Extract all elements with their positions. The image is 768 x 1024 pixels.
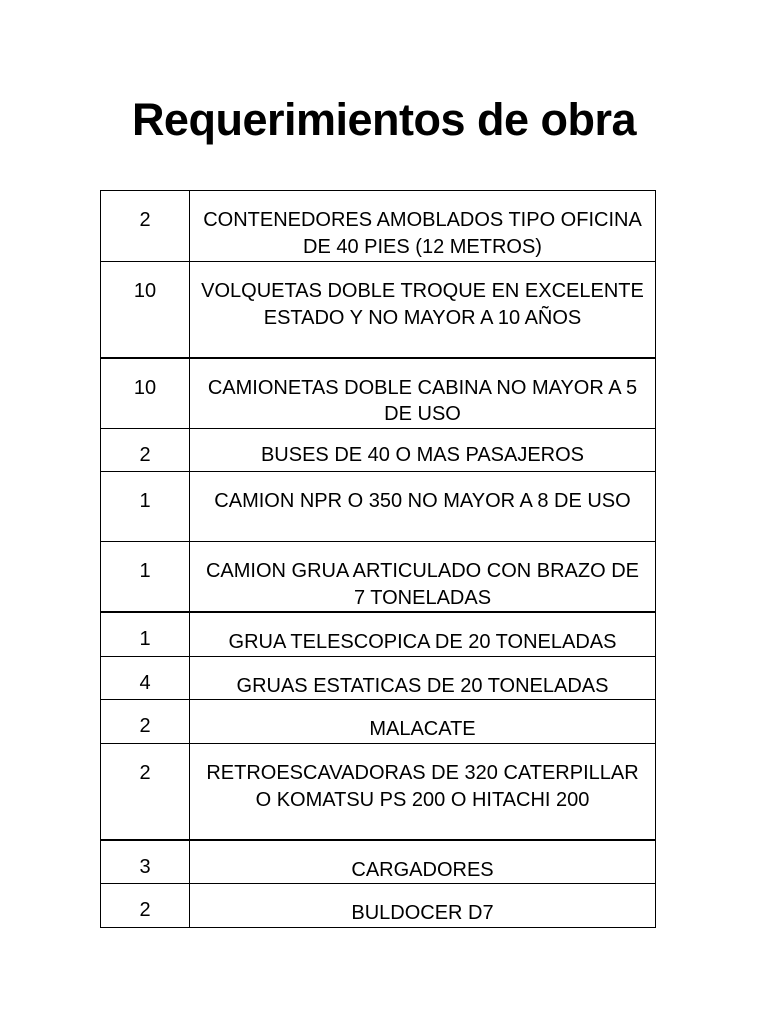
description-cell xyxy=(190,191,656,262)
quantity-cell xyxy=(101,191,190,262)
description-value: CAMIONETAS DOBLE CABINA NO MAYOR A 5 DE USO xyxy=(207,376,638,425)
quantity-cell xyxy=(101,542,190,613)
table-row xyxy=(101,700,656,744)
table-row xyxy=(101,542,656,613)
quantity-value: 2 xyxy=(139,715,151,737)
table-row xyxy=(101,656,656,700)
description-value: CAMION GRUA ARTICULADO CON BRAZO DE 7 TONELADAS xyxy=(205,560,640,609)
description-cell xyxy=(190,542,656,613)
table-row xyxy=(101,472,656,542)
quantity-cell xyxy=(101,472,190,542)
quantity-cell xyxy=(101,358,190,429)
description-cell xyxy=(190,840,656,884)
description-value: CARGADORES xyxy=(351,858,494,881)
description-cell xyxy=(190,429,656,472)
table-row xyxy=(101,429,656,472)
quantity-value: 1 xyxy=(139,560,151,582)
description-value: MALACATE xyxy=(369,718,476,740)
description-value: RETROESCAVADORAS DE 320 CATERPILLAR O KOMATSU PS 200 O HITACHI 200 xyxy=(206,762,639,811)
quantity-value: 1 xyxy=(139,490,151,512)
table-row xyxy=(101,358,656,429)
quantity-value: 2 xyxy=(139,762,151,784)
description-value: GRUAS ESTATICAS DE 20 TONELADAS xyxy=(236,674,609,697)
description-cell xyxy=(190,262,656,358)
quantity-cell xyxy=(101,612,190,656)
quantity-cell xyxy=(101,700,190,744)
table-row xyxy=(101,191,656,262)
quantity-cell xyxy=(101,884,190,928)
quantity-value: 4 xyxy=(139,671,151,694)
table-row xyxy=(101,744,656,840)
quantity-value: 3 xyxy=(139,855,151,878)
description-value: BULDOCER D7 xyxy=(351,902,494,924)
description-cell xyxy=(190,656,656,700)
quantity-value: 10 xyxy=(133,280,157,302)
table-row xyxy=(101,262,656,358)
quantity-value: 10 xyxy=(133,376,157,399)
quantity-value: 2 xyxy=(139,899,151,921)
quantity-cell xyxy=(101,744,190,840)
description-value: VOLQUETAS DOBLE TROQUE EN EXCELENTE ESTADO Y NO MAYOR A 10 AÑOS xyxy=(201,280,644,329)
page-title: Requerimientos de obra xyxy=(131,94,637,145)
table-row xyxy=(101,884,656,928)
description-value: CONTENEDORES AMOBLADOS TIPO OFICINA DE 40 PIES (12 METROS) xyxy=(203,209,642,258)
description-value: GRUA TELESCOPICA DE 20 TONELADAS xyxy=(228,631,617,653)
description-value: CAMION NPR O 350 NO MAYOR A 8 DE USO xyxy=(214,490,631,512)
quantity-cell xyxy=(101,262,190,358)
description-cell xyxy=(190,612,656,656)
quantity-cell xyxy=(101,429,190,472)
description-cell xyxy=(190,472,656,542)
quantity-value: 2 xyxy=(139,444,151,466)
quantity-value: 2 xyxy=(139,209,151,231)
table-row xyxy=(101,612,656,656)
quantity-value: 1 xyxy=(139,628,151,650)
description-cell xyxy=(190,700,656,744)
description-value: BUSES DE 40 O MAS PASAJEROS xyxy=(260,444,585,466)
quantity-cell xyxy=(101,656,190,700)
quantity-cell xyxy=(101,840,190,884)
description-cell xyxy=(190,884,656,928)
description-cell xyxy=(190,358,656,429)
table-row xyxy=(101,840,656,884)
requirements-table xyxy=(100,190,656,928)
description-cell xyxy=(190,744,656,840)
